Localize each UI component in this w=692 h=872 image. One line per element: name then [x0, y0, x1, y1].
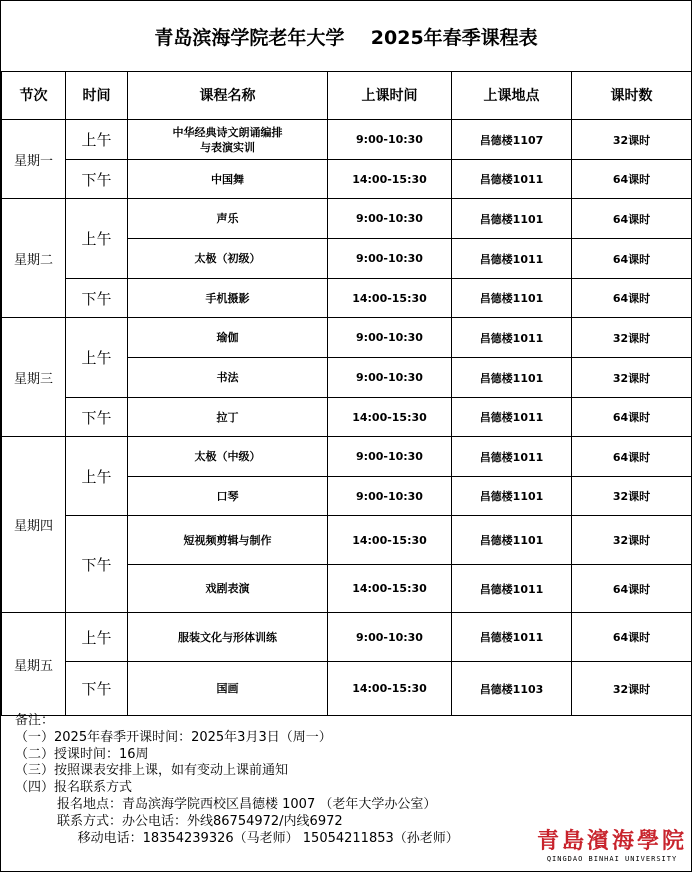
time-cell: 14:00-15:30 [328, 565, 452, 613]
period-cell: 上午 [66, 120, 128, 160]
course-cell: 瑜伽 [128, 318, 328, 358]
course-cell: 手机摄影 [128, 279, 328, 318]
hours-cell: 64课时 [572, 239, 692, 279]
course-cell: 太极（初级） [128, 239, 328, 279]
period-cell: 下午 [66, 279, 128, 318]
period-cell: 上午 [66, 318, 128, 398]
place-cell: 昌德楼1011 [452, 437, 572, 477]
time-cell: 9:00-10:30 [328, 199, 452, 239]
place-cell: 昌德楼1011 [452, 160, 572, 199]
note-item: （三）按照课表安排上课，如有变动上课前通知 [15, 763, 289, 779]
time-cell: 14:00-15:30 [328, 662, 452, 716]
note-item: （四）报名联系方式 [15, 780, 133, 796]
hours-cell: 64课时 [572, 565, 692, 613]
page-title: 青岛滨海学院老年大学 2025年春季课程表 [1, 1, 691, 72]
contact-line: 移动电话：18354239326（马老师） 15054211853（孙老师） [57, 830, 459, 846]
table-row [2, 120, 692, 160]
header-cell: 课时数 [572, 71, 692, 120]
header-cell: 时间 [66, 71, 128, 120]
course-cell: 国画 [128, 662, 328, 716]
place-cell: 昌德楼1101 [452, 279, 572, 318]
time-cell: 14:00-15:30 [328, 516, 452, 565]
header-cell: 上课地点 [452, 71, 572, 120]
place-cell: 昌德楼1011 [452, 565, 572, 613]
time-cell: 14:00-15:30 [328, 398, 452, 437]
table-row [2, 199, 692, 239]
day-cell: 星期二 [2, 199, 66, 318]
hours-cell: 64课时 [572, 279, 692, 318]
time-cell: 9:00-10:30 [328, 477, 452, 516]
time-cell: 14:00-15:30 [328, 160, 452, 199]
course-cell: 拉丁 [128, 398, 328, 437]
contact-line: 联系方式：办公电话：外线86754972/内线6972 [57, 813, 343, 829]
note-item: （一）2025年春季开课时间：2025年3月3日（周一） [15, 729, 332, 745]
header-cell: 节次 [2, 71, 66, 120]
day-cell: 星期四 [2, 437, 66, 613]
course-cell: 口琴 [128, 477, 328, 516]
time-cell: 14:00-15:30 [328, 279, 452, 318]
course-cell: 中华经典诗文朗诵编排 与表演实训 [128, 120, 328, 160]
hours-cell: 64课时 [572, 437, 692, 477]
time-cell: 9:00-10:30 [328, 613, 452, 662]
place-cell: 昌德楼1011 [452, 613, 572, 662]
hours-cell: 32课时 [572, 662, 692, 716]
hours-cell: 32课时 [572, 516, 692, 565]
course-cell: 声乐 [128, 199, 328, 239]
place-cell: 昌德楼1101 [452, 477, 572, 516]
table-row [2, 279, 692, 318]
table-row [2, 437, 692, 477]
time-cell: 9:00-10:30 [328, 318, 452, 358]
period-cell: 上午 [66, 437, 128, 516]
place-cell: 昌德楼1101 [452, 199, 572, 239]
course-cell: 书法 [128, 358, 328, 398]
table-row [2, 398, 692, 437]
header-cell: 上课时间 [328, 71, 452, 120]
table-row [2, 160, 692, 199]
course-cell: 短视频剪辑与制作 [128, 516, 328, 565]
logo-english-name: QINGDAO BINHAI UNIVERSITY [546, 855, 678, 863]
table-row [2, 318, 692, 358]
course-cell: 戏剧表演 [128, 565, 328, 613]
place-cell: 昌德楼1011 [452, 318, 572, 358]
hours-cell: 32课时 [572, 358, 692, 398]
period-cell: 上午 [66, 613, 128, 662]
period-cell: 下午 [66, 662, 128, 716]
hours-cell: 32课时 [572, 318, 692, 358]
period-cell: 上午 [66, 199, 128, 279]
note-item: （二）授课时间：16周 [15, 746, 149, 762]
university-logo [537, 827, 687, 869]
schedule-table [1, 71, 692, 716]
hours-cell: 64课时 [572, 199, 692, 239]
hours-cell: 64课时 [572, 613, 692, 662]
place-cell: 昌德楼1107 [452, 120, 572, 160]
place-cell: 昌德楼1101 [452, 516, 572, 565]
header-row [2, 71, 692, 120]
place-cell: 昌德楼1101 [452, 358, 572, 398]
period-cell: 下午 [66, 160, 128, 199]
course-cell: 服装文化与形体训练 [128, 613, 328, 662]
time-cell: 9:00-10:30 [328, 239, 452, 279]
place-cell: 昌德楼1011 [452, 398, 572, 437]
time-cell: 9:00-10:30 [328, 358, 452, 398]
place-cell: 昌德楼1103 [452, 662, 572, 716]
time-cell: 9:00-10:30 [328, 437, 452, 477]
table-row [2, 516, 692, 565]
hours-cell: 32课时 [572, 477, 692, 516]
course-cell: 太极（中级） [128, 437, 328, 477]
hours-cell: 64课时 [572, 398, 692, 437]
period-cell: 下午 [66, 398, 128, 437]
course-cell: 中国舞 [128, 160, 328, 199]
contact-line: 报名地点：青岛滨海学院西校区昌德楼 1007 （老年大学办公室） [57, 796, 437, 812]
logo-chinese-name: 青島濱海學院 [537, 828, 688, 854]
day-cell: 星期三 [2, 318, 66, 437]
hours-cell: 32课时 [572, 120, 692, 160]
hours-cell: 64课时 [572, 160, 692, 199]
period-cell: 下午 [66, 516, 128, 613]
table-row [2, 613, 692, 662]
notes-heading: 备注： [15, 713, 55, 728]
day-cell: 星期一 [2, 120, 66, 199]
header-cell: 课程名称 [128, 71, 328, 120]
day-cell: 星期五 [2, 613, 66, 716]
time-cell: 9:00-10:30 [328, 120, 452, 160]
place-cell: 昌德楼1011 [452, 239, 572, 279]
table-row [2, 662, 692, 716]
